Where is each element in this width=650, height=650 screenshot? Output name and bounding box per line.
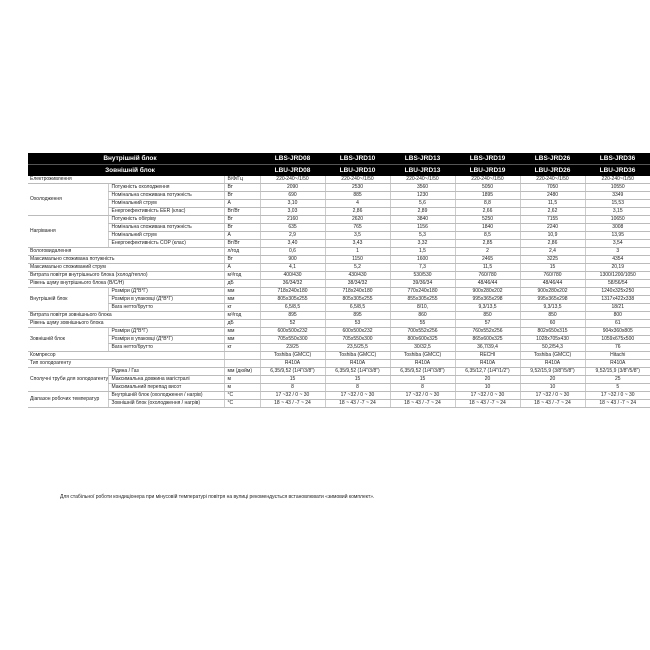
row-group-label: Рівень шуму внутрішнього блока (В/С/Н) <box>28 280 224 288</box>
row-value: 20 <box>520 376 585 384</box>
row-value: Toshiba (GMCC) <box>520 352 585 360</box>
row-value: 15 <box>260 376 325 384</box>
row-value: 9,52/15,9 (3/8"/5/8") <box>585 368 650 376</box>
row-group-label: Сполучні труби для холодоагенту <box>28 368 108 392</box>
row-unit <box>224 352 260 360</box>
row-value: 760/780 <box>520 272 585 280</box>
row-value: 1156 <box>390 224 455 232</box>
row-value: 765 <box>325 224 390 232</box>
row-group-label: Максимально споживаний струм <box>28 264 224 272</box>
row-value: 18 ~ 43 / -7 ~ 24 <box>455 400 520 408</box>
row-value: 11,5 <box>455 264 520 272</box>
row-value: 2,9 <box>260 232 325 240</box>
row-value: 705x550x300 <box>260 336 325 344</box>
row-value: 36,7/39,4 <box>455 344 520 352</box>
row-group-label: Зовнішній блок <box>28 328 108 352</box>
row-group-label: Охолодження <box>28 184 108 216</box>
spec-row <box>28 384 650 392</box>
row-value: 5,2 <box>325 264 390 272</box>
spec-row <box>28 312 650 320</box>
row-group-label: Компресор <box>28 352 224 360</box>
row-value: 904x360x805 <box>585 328 650 336</box>
row-value: 57 <box>455 320 520 328</box>
row-value: 10550 <box>585 184 650 192</box>
footnote: Для стабільної роботи кондиціонера при мінусовій температурі повітря на вулиці рекомендується встановлювати «зимовий комплект». <box>60 494 375 500</box>
outdoor-model: LBU-JRD36 <box>585 165 650 177</box>
outdoor-model: LBU-JRD08 <box>260 165 325 177</box>
row-value: 3 <box>585 248 650 256</box>
row-value: R410A <box>325 360 390 368</box>
outdoor-header-label: Зовнішній блок <box>28 165 260 177</box>
row-unit: л/год <box>224 248 260 256</box>
row-value: 4 <box>325 200 390 208</box>
row-value: 8/10, <box>390 304 455 312</box>
indoor-model: LBS-JRD13 <box>390 153 455 165</box>
row-value: 700x552x256 <box>390 328 455 336</box>
row-value: 600x500x232 <box>260 328 325 336</box>
row-value: 850 <box>455 312 520 320</box>
row-value: 7155 <box>520 216 585 224</box>
spec-row <box>28 248 650 256</box>
row-value: 1028x705x430 <box>520 336 585 344</box>
row-value: Hitachi <box>585 352 650 360</box>
row-value: 5,6 <box>390 200 455 208</box>
row-value: 802x650x315 <box>520 328 585 336</box>
row-value: 760x552x256 <box>455 328 520 336</box>
row-value: 1,5 <box>390 248 455 256</box>
row-value: 705x550x300 <box>325 336 390 344</box>
row-value: 2,86 <box>325 208 390 216</box>
row-group-label: Діапазон робочих температур <box>28 392 108 408</box>
outdoor-model: LBU-JRD26 <box>520 165 585 177</box>
row-value: RECHI <box>455 352 520 360</box>
row-param-label: Вага нетто/брутто <box>108 344 224 352</box>
row-unit: °C <box>224 400 260 408</box>
row-unit: м³/год <box>224 312 260 320</box>
row-value: 30/32,5 <box>390 344 455 352</box>
row-value: 900x280x202 <box>520 288 585 296</box>
row-value: 2,85 <box>455 240 520 248</box>
row-value: 1600 <box>390 256 455 264</box>
row-value: 5250 <box>455 216 520 224</box>
row-value: 860 <box>390 312 455 320</box>
spec-row <box>28 208 650 216</box>
indoor-header-label: Внутрішній блок <box>28 153 260 165</box>
row-value: 8,5 <box>455 232 520 240</box>
row-unit: В/Ф/Гц <box>224 176 260 184</box>
row-value: 25 <box>585 376 650 384</box>
spec-row <box>28 320 650 328</box>
row-unit: м <box>224 384 260 392</box>
spec-row <box>28 336 650 344</box>
spec-row <box>28 240 650 248</box>
row-value: 18 ~ 43 / -7 ~ 24 <box>520 400 585 408</box>
row-value: 15 <box>390 376 455 384</box>
row-value: 6,35/9,52 (1/4"/3/8") <box>260 368 325 376</box>
spec-table <box>28 153 650 408</box>
row-value: 2,86 <box>520 240 585 248</box>
row-value: 38/34/32 <box>325 280 390 288</box>
row-value: 1240x325x250 <box>585 288 650 296</box>
row-value: 23/25 <box>260 344 325 352</box>
row-value: 3840 <box>390 216 455 224</box>
spec-row <box>28 184 650 192</box>
row-value: 850 <box>520 312 585 320</box>
spec-row <box>28 344 650 352</box>
row-value: 18 ~ 43 / -7 ~ 24 <box>325 400 390 408</box>
row-value: 5,3 <box>390 232 455 240</box>
row-group-label: Витрата повітря внутрішнього блока (холод/тепло) <box>28 272 224 280</box>
indoor-model: LBS-JRD36 <box>585 153 650 165</box>
outdoor-model: LBU-JRD19 <box>455 165 520 177</box>
row-value: 4,1 <box>260 264 325 272</box>
row-value: 800 <box>585 312 650 320</box>
row-param-label: Внутрішній блок (охолодження / нагрів) <box>108 392 224 400</box>
row-value: 9,3/13,5 <box>455 304 520 312</box>
row-value: 2,62 <box>520 208 585 216</box>
row-value: 2,4 <box>520 248 585 256</box>
row-group-label: Вологовидалення <box>28 248 224 256</box>
row-value: 1895 <box>455 192 520 200</box>
row-param-label: Максимальний перепад висот <box>108 384 224 392</box>
row-unit: мм <box>224 328 260 336</box>
row-value: Toshiba (GMCC) <box>260 352 325 360</box>
row-value: 39/36/34 <box>390 280 455 288</box>
row-value: 6,5/8,5 <box>325 304 390 312</box>
row-value: 2 <box>455 248 520 256</box>
row-value: 5 <box>585 384 650 392</box>
row-value: 18 ~ 43 / -7 ~ 24 <box>390 400 455 408</box>
row-value: 8 <box>260 384 325 392</box>
row-value: 3225 <box>520 256 585 264</box>
row-value: 60 <box>520 320 585 328</box>
indoor-model: LBS-JRD10 <box>325 153 390 165</box>
row-value: 0,6 <box>260 248 325 256</box>
indoor-model: LBS-JRD26 <box>520 153 585 165</box>
row-param-label: Розміри (Д*В*Г) <box>108 288 224 296</box>
row-value: 1840 <box>455 224 520 232</box>
row-value: 1150 <box>325 256 390 264</box>
row-unit: Вт <box>224 184 260 192</box>
row-value: 220-240~/1/50 <box>520 176 585 184</box>
row-value: 805x305x255 <box>260 296 325 304</box>
row-value: 36/34/32 <box>260 280 325 288</box>
row-unit: Вт <box>224 256 260 264</box>
row-value: 900 <box>260 256 325 264</box>
row-value: 15,53 <box>585 200 650 208</box>
row-value: 2480 <box>520 192 585 200</box>
row-unit: Вт <box>224 224 260 232</box>
row-group-label: Внутрішній блок <box>28 288 108 312</box>
row-value: 220-240~/1/50 <box>455 176 520 184</box>
spec-row <box>28 216 650 224</box>
row-param-label: Зовнішній блок (охолодження / нагрів) <box>108 400 224 408</box>
row-value: 1317x422x338 <box>585 296 650 304</box>
row-value: 6,35/9,52 (1/4"/3/8") <box>390 368 455 376</box>
row-value: 800x600x325 <box>390 336 455 344</box>
spec-row <box>28 360 650 368</box>
row-value: 3560 <box>390 184 455 192</box>
spec-row <box>28 352 650 360</box>
row-value: 220-240~/1/50 <box>260 176 325 184</box>
row-value: 885 <box>325 192 390 200</box>
row-value: 900x280x202 <box>455 288 520 296</box>
row-value: 10 <box>455 384 520 392</box>
row-value: 2,66 <box>455 208 520 216</box>
row-unit: мм (дюйм) <box>224 368 260 376</box>
row-value: 6,5/8,5 <box>260 304 325 312</box>
row-value: 3,43 <box>325 240 390 248</box>
row-value: 220-240~/1/50 <box>390 176 455 184</box>
spec-row <box>28 232 650 240</box>
row-value: 3,5 <box>325 232 390 240</box>
row-value: 2465 <box>455 256 520 264</box>
row-value: 58/56/54 <box>585 280 650 288</box>
indoor-model: LBS-JRD19 <box>455 153 520 165</box>
row-value: 23,5/25,5 <box>325 344 390 352</box>
row-value: 17 ~32 / 0 ~ 30 <box>520 392 585 400</box>
row-value: 6,35/12,7 (1/4"/1/2") <box>455 368 520 376</box>
row-value: Toshiba (GMCC) <box>390 352 455 360</box>
row-unit <box>224 360 260 368</box>
row-value: 9,52/15,9 (3/8"/5/8") <box>520 368 585 376</box>
row-unit: °C <box>224 392 260 400</box>
row-value: 3,40 <box>260 240 325 248</box>
row-value: 10650 <box>585 216 650 224</box>
row-group-label: Максимально споживана потужність <box>28 256 224 264</box>
row-value: 220-240~/1/50 <box>585 176 650 184</box>
row-value: 3,03 <box>260 208 325 216</box>
row-param-label: Вага нетто/брутто <box>108 304 224 312</box>
spec-row <box>28 280 650 288</box>
row-value: 3008 <box>585 224 650 232</box>
row-value: 718x240x180 <box>260 288 325 296</box>
row-value: 220-240~/1/50 <box>325 176 390 184</box>
row-value: 995x365x298 <box>520 296 585 304</box>
row-value: 6,35/9,52 (1/4"/3/8") <box>325 368 390 376</box>
spec-row <box>28 272 650 280</box>
row-param-label: Потужність обігріву <box>108 216 224 224</box>
row-value: 48/46/44 <box>520 280 585 288</box>
row-value: R410A <box>260 360 325 368</box>
row-value: 17 ~32 / 0 ~ 30 <box>585 392 650 400</box>
row-value: 18 ~ 43 / -7 ~ 24 <box>260 400 325 408</box>
outdoor-header-row <box>28 165 650 177</box>
row-value: 690 <box>260 192 325 200</box>
row-value: 50,2/54,3 <box>520 344 585 352</box>
row-value: 17 ~32 / 0 ~ 30 <box>390 392 455 400</box>
row-value: 8,8 <box>455 200 520 208</box>
outdoor-model: LBU-JRD10 <box>325 165 390 177</box>
row-param-label: Максимальна довжина магістралі <box>108 376 224 384</box>
row-group-label: Витрата повітря зовнішнього блока <box>28 312 224 320</box>
row-value: R410A <box>390 360 455 368</box>
row-value: 53 <box>325 320 390 328</box>
row-value: 760/780 <box>455 272 520 280</box>
spec-table-body <box>28 153 650 408</box>
row-value: 4354 <box>585 256 650 264</box>
spec-row <box>28 192 650 200</box>
row-group-label: Рівень шуму зовнішнього блока <box>28 320 224 328</box>
row-unit: А <box>224 264 260 272</box>
row-value: 718x240x180 <box>325 288 390 296</box>
row-value: 895 <box>325 312 390 320</box>
row-value: 8 <box>325 384 390 392</box>
row-value: 17 ~32 / 0 ~ 30 <box>260 392 325 400</box>
row-unit: дБ <box>224 280 260 288</box>
spec-row <box>28 176 650 184</box>
spec-row <box>28 288 650 296</box>
row-value: 855x305x255 <box>390 296 455 304</box>
row-value: 20,19 <box>585 264 650 272</box>
row-param-label: Енергоефективність COP (клас) <box>108 240 224 248</box>
row-value: 3349 <box>585 192 650 200</box>
row-unit: Вт/Вт <box>224 240 260 248</box>
row-unit: Вт <box>224 216 260 224</box>
row-value: 430/430 <box>325 272 390 280</box>
row-value: R410A <box>585 360 650 368</box>
spec-row <box>28 296 650 304</box>
row-param-label: Рідина / Газ <box>108 368 224 376</box>
row-value: 76 <box>585 344 650 352</box>
row-value: 2240 <box>520 224 585 232</box>
row-value: 18 ~ 43 / -7 ~ 24 <box>585 400 650 408</box>
row-value: R410A <box>520 360 585 368</box>
row-unit: дБ <box>224 320 260 328</box>
row-param-label: Енергоефективність EER (клас) <box>108 208 224 216</box>
row-value: 1230 <box>390 192 455 200</box>
row-param-label: Номінальний струм <box>108 200 224 208</box>
row-unit: м³/год <box>224 272 260 280</box>
row-value: 7,3 <box>390 264 455 272</box>
row-param-label: Розміри (Д*В*Г) <box>108 328 224 336</box>
row-value: 1059x675x500 <box>585 336 650 344</box>
row-group-label: Електроживлення <box>28 176 224 184</box>
spec-row <box>28 264 650 272</box>
row-value: 17 ~32 / 0 ~ 30 <box>325 392 390 400</box>
row-value: 17 ~32 / 0 ~ 30 <box>455 392 520 400</box>
row-unit: кг <box>224 344 260 352</box>
row-param-label: Номінальна споживана потужність <box>108 224 224 232</box>
row-value: 48/46/44 <box>455 280 520 288</box>
spec-row <box>28 224 650 232</box>
row-value: 995x365x298 <box>455 296 520 304</box>
row-value: 3,32 <box>390 240 455 248</box>
row-value: 1 <box>325 248 390 256</box>
row-value: 3,15 <box>585 208 650 216</box>
row-value: 3,10 <box>260 200 325 208</box>
row-value: 2090 <box>260 184 325 192</box>
row-param-label: Розміри в упаковці (Д*В*Г) <box>108 296 224 304</box>
row-group-label: Тип холодоагенту <box>28 360 224 368</box>
row-value: 13,95 <box>585 232 650 240</box>
spec-row <box>28 392 650 400</box>
row-unit: мм <box>224 288 260 296</box>
row-param-label: Потужність охолодження <box>108 184 224 192</box>
row-unit: А <box>224 232 260 240</box>
outdoor-model: LBU-JRD13 <box>390 165 455 177</box>
row-value: 2,89 <box>390 208 455 216</box>
row-value: 52 <box>260 320 325 328</box>
row-unit: А <box>224 200 260 208</box>
spec-row <box>28 328 650 336</box>
spec-row <box>28 400 650 408</box>
spec-row <box>28 256 650 264</box>
row-unit: кг <box>224 304 260 312</box>
row-value: 400/430 <box>260 272 325 280</box>
row-value: 20 <box>455 376 520 384</box>
row-unit: мм <box>224 336 260 344</box>
row-value: 2530 <box>325 184 390 192</box>
row-value: 7050 <box>520 184 585 192</box>
row-unit: Вт <box>224 192 260 200</box>
row-value: 10 <box>520 384 585 392</box>
row-value: 865x600x325 <box>455 336 520 344</box>
row-unit: м <box>224 376 260 384</box>
row-value: 2620 <box>325 216 390 224</box>
row-param-label: Номінальний струм <box>108 232 224 240</box>
row-value: 11,5 <box>520 200 585 208</box>
row-unit: Вт/Вт <box>224 208 260 216</box>
row-value: 5050 <box>455 184 520 192</box>
row-value: 10,9 <box>520 232 585 240</box>
row-value: 9,3/13,5 <box>520 304 585 312</box>
spec-row <box>28 376 650 384</box>
row-group-label: Нагрівання <box>28 216 108 248</box>
spec-row <box>28 304 650 312</box>
row-value: 635 <box>260 224 325 232</box>
row-value: 55 <box>390 320 455 328</box>
row-value: 15 <box>325 376 390 384</box>
row-value: 15 <box>520 264 585 272</box>
row-value: 2160 <box>260 216 325 224</box>
row-value: 895 <box>260 312 325 320</box>
indoor-model: LBS-JRD08 <box>260 153 325 165</box>
row-value: 61 <box>585 320 650 328</box>
row-value: 1300/1200/1050 <box>585 272 650 280</box>
row-value: Toshiba (GMCC) <box>325 352 390 360</box>
spec-row <box>28 368 650 376</box>
row-param-label: Номінальна споживана потужність <box>108 192 224 200</box>
indoor-header-row <box>28 153 650 165</box>
row-param-label: Розміри в упаковці (Д*В*Г) <box>108 336 224 344</box>
row-value: 600x500x232 <box>325 328 390 336</box>
row-value: 8 <box>390 384 455 392</box>
row-unit: мм <box>224 296 260 304</box>
spec-row <box>28 200 650 208</box>
row-value: 770x240x180 <box>390 288 455 296</box>
row-value: 18/21 <box>585 304 650 312</box>
row-value: 3,54 <box>585 240 650 248</box>
row-value: 805x305x255 <box>325 296 390 304</box>
row-value: 530/530 <box>390 272 455 280</box>
row-value: R410A <box>455 360 520 368</box>
